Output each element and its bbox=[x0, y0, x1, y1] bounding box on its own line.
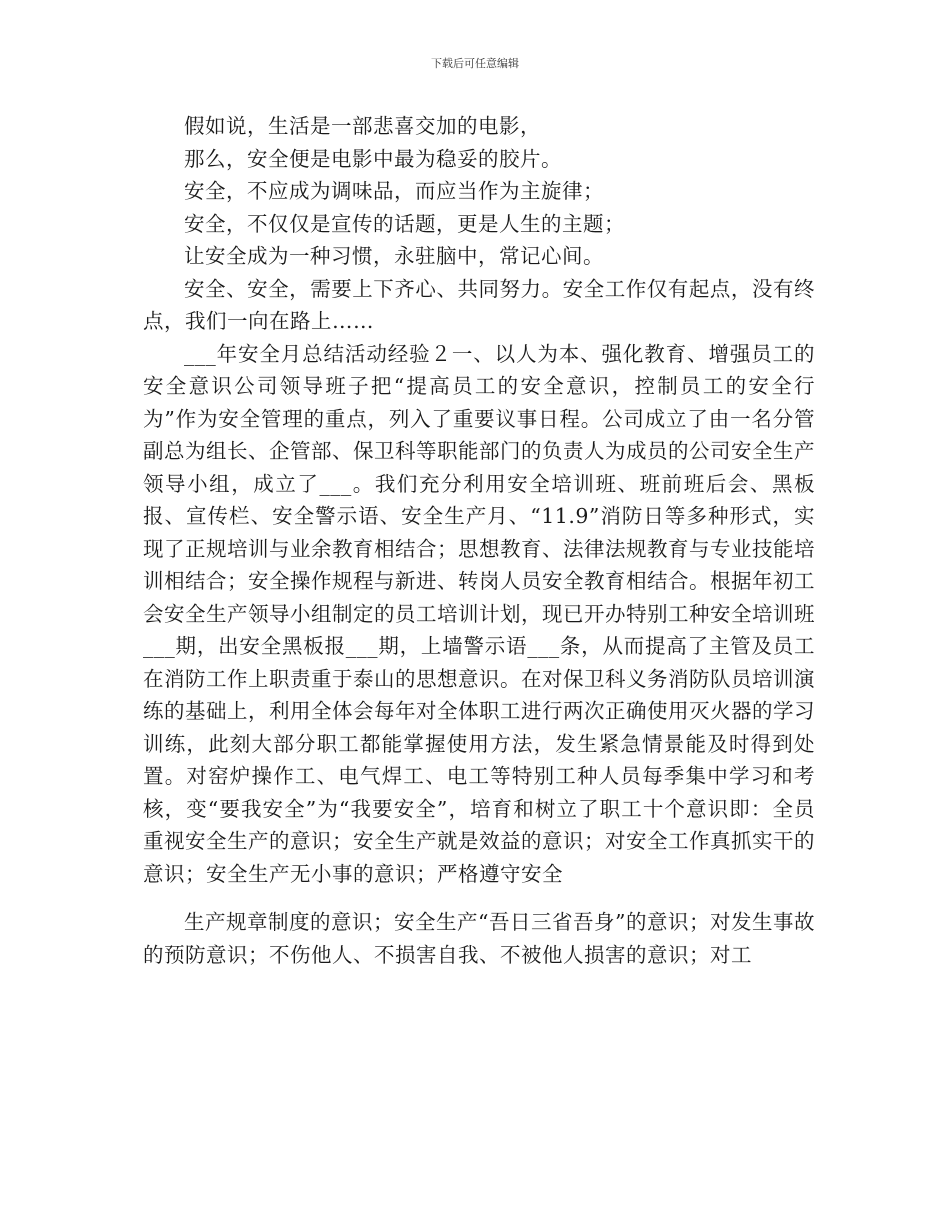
document-body bbox=[143, 110, 815, 971]
paragraph: ___年安全月总结活动经验２一、以人为本、强化教育、增强员工的安全意识公司领导班子把“提高员工的安全意识，控制员工的安全行为”作为安全管理的重点，列入了重要议事日程。公司成立了由一名分管副总为组长、企管部、保卫科等职能部门的负责人为成员的公司安全生产领导小组，成立了___。我们充分利用安全培训班、班前班后会、黑板报、宣传栏、安全警示语、安全生产月、“11.9”消防日等多种形式，实现了正规培训与业余教育相结合；思想教育、法律法规教育与专业技能培训相结合；安全操作规程与新进、转岗人员安全教育相结合。根据年初工会安全生产领导小组制定的员工培训计划，现已开办特别工种安全培训班___期，出安全黑板报___期，上墙警示语___条，从而提高了主管及员工在消防工作上职责重于泰山的思想意识。在对保卫科义务消防队员培训演练的基础上，利用全体会每年对全体职工进行两次正确使用灭火器的学习训练，此刻大部分职工都能掌握使用方法，发生紧急情景能及时得到处置。对窑炉操作工、电气焊工、电工等特别工种人员每季集中学习和考核，变“要我安全”为“我要安全”，培育和树立了职工十个意识即：全员重视安全生产的意识；安全生产就是效益的意识；对安全工作真抓实干的意识；安全生产无小事的意识；严格遵守安全 bbox=[143, 341, 815, 886]
paragraph: 那么，安全便是电影中最为稳妥的胶片。 bbox=[184, 146, 562, 171]
page-header: 下载后可任意编辑 bbox=[431, 57, 519, 70]
paragraph: 安全，不应成为调味品，而应当作为主旋律； bbox=[184, 179, 604, 203]
paragraph: 安全，不仅仅是宣传的话题，更是人生的主题； bbox=[184, 211, 625, 236]
paragraph: 让安全成为一种习惯，永驻脑中，常记心间。 bbox=[184, 244, 604, 268]
paragraph: 生产规章制度的意识；安全生产“吾日三省吾身”的意识；对发生事故的预防意识；不伤他人、不损害自我、不被他人损害的意识；对工 bbox=[143, 910, 815, 967]
paragraph: 假如说，生活是一部悲喜交加的电影， bbox=[184, 114, 541, 138]
paragraph: 安全、安全，需要上下齐心、共同努力。安全工作仅有起点，没有终点，我们一向在路上…… bbox=[143, 276, 815, 333]
